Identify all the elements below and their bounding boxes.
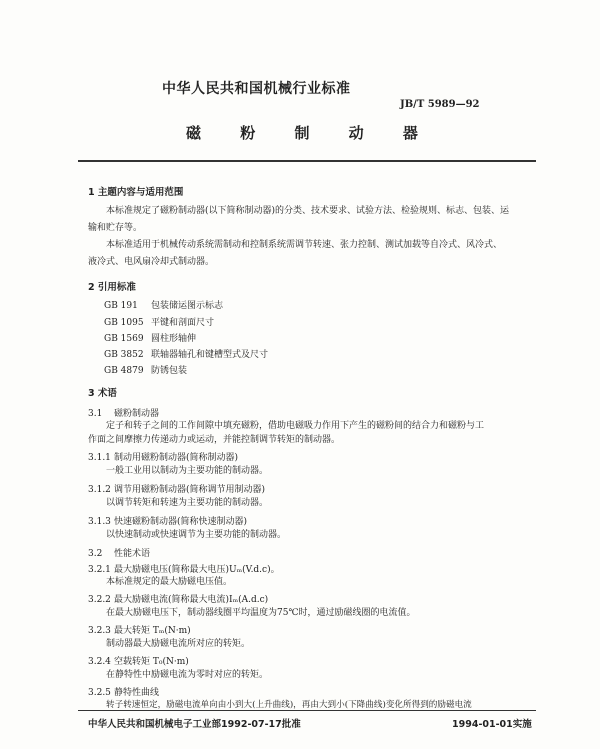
- reference-title: 圆柱形轴伸: [151, 334, 197, 344]
- term-3-1-definition-b: 作面之间摩擦力传递动力或运动，并能控制调节转矩的制动器。: [88, 435, 341, 445]
- term-title: 磁粉制动器: [114, 409, 160, 419]
- term-3-2-4: [88, 654, 189, 667]
- term-3-2-5-definition: 转子转速恒定，励磁电流单向由小到大(上升曲线)，再由大到小(下降曲线)变化所得到的励磁电流: [106, 700, 472, 710]
- term-3-1-1-definition: 一般工业用以制动为主要功能的制动器。: [106, 466, 269, 476]
- term-3-1-2-definition: 以调节转矩和转速为主要功能的制动器。: [106, 498, 269, 508]
- reference-item: [104, 331, 196, 344]
- term-3-1-definition-a: 定子和转子之间的工作间隙中填充磁粉，借助电磁吸力作用下产生的磁粉间的结合力和磁粉与工: [106, 421, 485, 431]
- term-number: 3.2.3: [88, 626, 111, 636]
- term-title: 最大励磁电压(简称最大电压)Uₘ(V.d.c)。: [114, 565, 280, 575]
- reference-code: GB 1095: [104, 318, 144, 328]
- term-title: 性能术语: [114, 549, 151, 559]
- section-1-para-2b: 液冷式、电风扇冷却式制动器。: [88, 257, 215, 267]
- header-rule: [78, 160, 536, 162]
- term-3-1-3-definition: 以快速制动或快速调节为主要功能的制动器。: [106, 530, 287, 540]
- term-title: 静特性曲线: [114, 688, 160, 698]
- reference-code: GB 191: [104, 301, 138, 311]
- reference-item: [104, 363, 187, 376]
- approval-authority: 中华人民共和国机械电子工业部1992-07-17批准: [88, 719, 301, 730]
- issuing-authority: 中华人民共和国机械行业标准: [162, 81, 351, 97]
- term-number: 3.2.1: [88, 565, 111, 575]
- section-1-heading: 1 主题内容与适用范围: [88, 187, 184, 198]
- section-1-para-1a: 本标准规定了磁粉制动器(以下简称制动器)的分类、技术要求、试验方法、检验规则、标志、包装、运: [106, 206, 510, 216]
- term-number: 3.2.4: [88, 657, 111, 667]
- section-1-para-2a: 本标准适用于机械传动系统需制动和控制系统需调节转速、张力控制、测试加载等自冷式、风冷式、: [106, 240, 503, 250]
- term-3-2: [88, 546, 150, 559]
- term-number: 3.1.2: [88, 485, 111, 495]
- reference-item: [104, 315, 214, 328]
- term-3-1-3: [88, 514, 247, 527]
- reference-title: 联轴器轴孔和键槽型式及尺寸: [151, 350, 269, 360]
- term-3-2-1-definition: 本标准规定的最大励磁电压值。: [106, 577, 233, 587]
- reference-code: GB 4879: [104, 366, 144, 376]
- term-3-2-2-definition: 在最大励磁电压下，制动器线圈平均温度为75℃时，通过励磁线圈的电流值。: [106, 608, 416, 618]
- reference-item: [104, 298, 223, 311]
- term-number: 3.1: [88, 409, 103, 419]
- term-3-1-2: [88, 482, 265, 495]
- reference-code: GB 1569: [104, 334, 144, 344]
- section-1-para-1b: 输和贮存等。: [88, 223, 143, 233]
- term-3-2-5: [88, 685, 159, 698]
- term-number: 3.2.2: [88, 595, 111, 605]
- standard-code: JB/T 5989—92: [400, 99, 480, 110]
- effective-date: 1994-01-01实施: [452, 719, 532, 730]
- term-number: 3.2: [88, 549, 103, 559]
- reference-item: [104, 347, 268, 360]
- term-number: 3.1.3: [88, 517, 111, 527]
- term-3-2-1: [88, 562, 280, 575]
- term-title: 最大励磁电流(简称最大电流)Iₘ(A.d.c): [114, 595, 269, 605]
- section-3-heading: 3 术语: [88, 388, 117, 399]
- reference-title: 防锈包装: [151, 366, 188, 376]
- term-3-2-3-definition: 制动器最大励磁电流所对应的转矩。: [106, 639, 251, 649]
- reference-code: GB 3852: [104, 350, 144, 360]
- term-title: 制动用磁粉制动器(简称制动器): [114, 453, 239, 463]
- term-number: 3.2.5: [88, 688, 111, 698]
- section-2-heading: 2 引用标准: [88, 282, 136, 293]
- term-number: 3.1.1: [88, 453, 111, 463]
- term-title: 空载转矩 T₀(N·m): [114, 657, 189, 667]
- term-title: 调节用磁粉制动器(简称调节用制动器): [114, 485, 266, 495]
- footer-rule: [78, 710, 536, 711]
- reference-title: 包装储运图示标志: [151, 301, 224, 311]
- reference-title: 平键和剖面尺寸: [151, 318, 215, 328]
- term-3-1-1: [88, 450, 238, 463]
- term-3-1: [88, 406, 159, 419]
- term-title: 快速磁粉制动器(简称快速制动器): [114, 517, 248, 527]
- term-3-2-3: [88, 623, 191, 636]
- term-3-2-2: [88, 592, 268, 605]
- document-title: 磁 粉 制 动 器: [186, 124, 435, 142]
- term-3-2-4-definition: 在静特性中励磁电流为零时对应的转矩。: [106, 670, 269, 680]
- term-title: 最大转矩 Tₘ(N·m): [114, 626, 191, 636]
